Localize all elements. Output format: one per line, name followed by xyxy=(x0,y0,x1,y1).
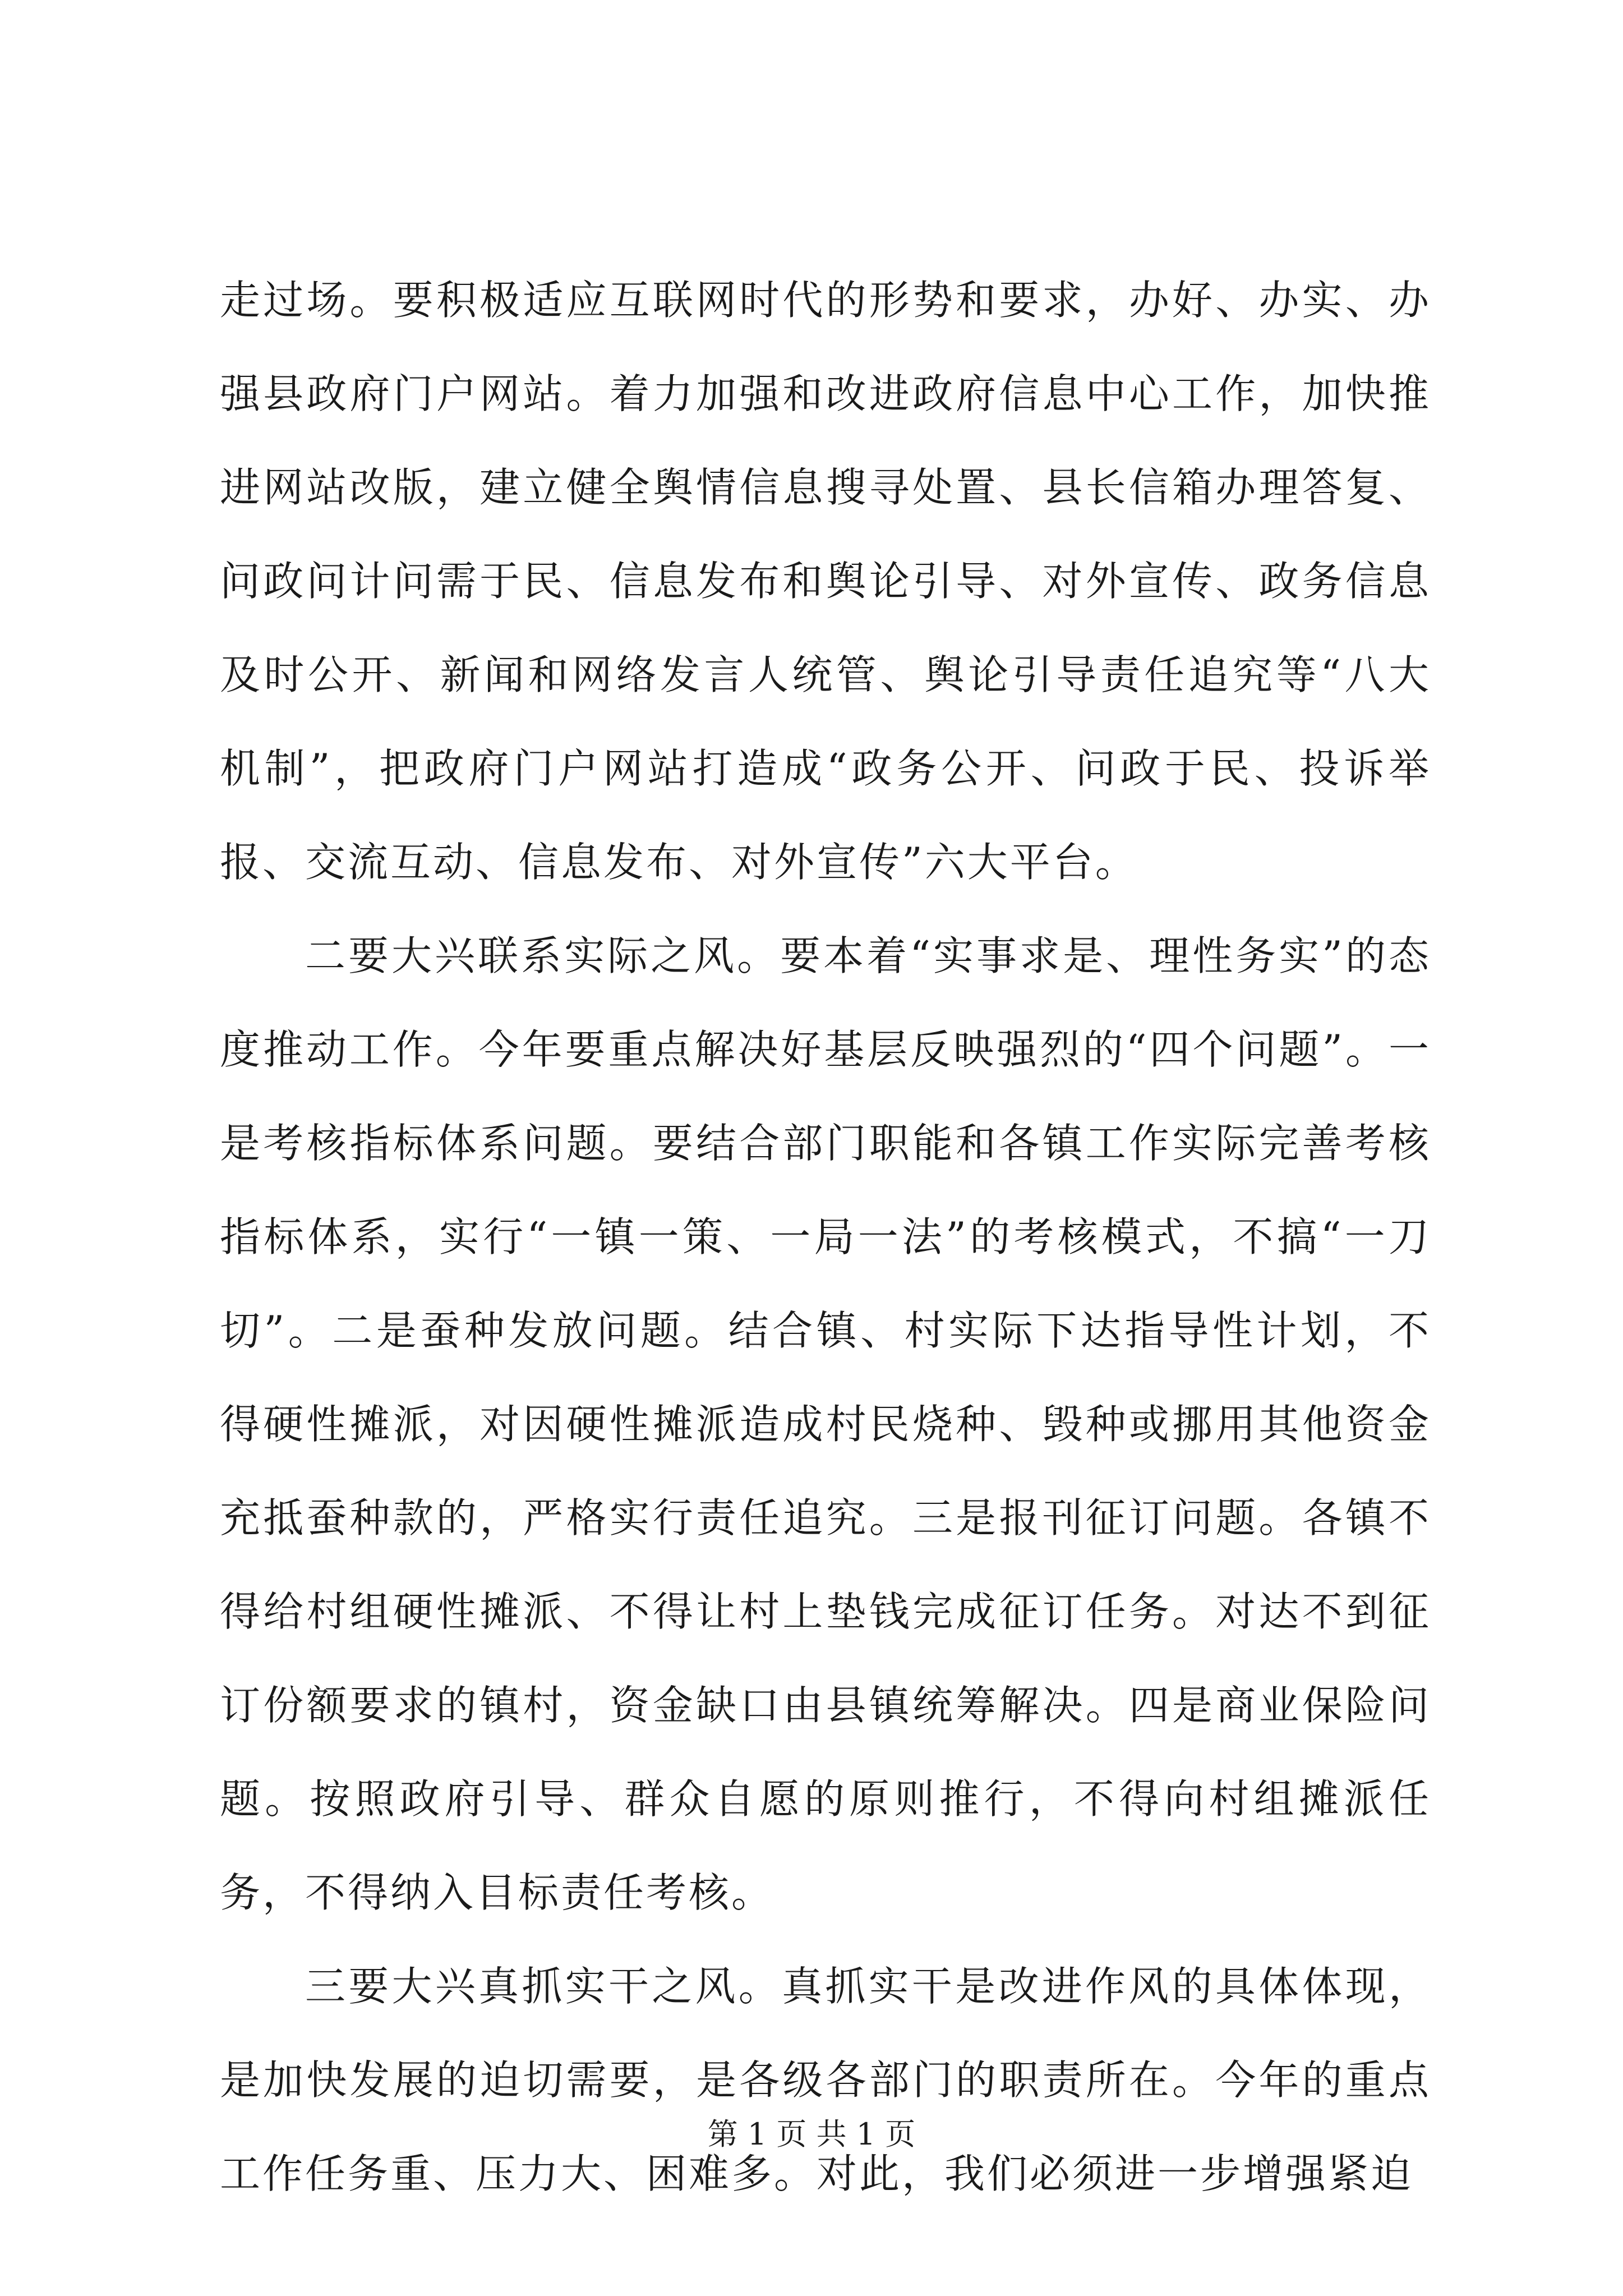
paragraph-continued: 走过场。要积极适应互联网时代的形势和要求，办好、办实、办强县政府门户网站。着力加强和改进政府信息中心工作，加快推进网站改版，建立健全舆情信息搜寻处置、县长信箱办理答复、问政问计问需于民、信息发布和舆论引导、对外宣传、政务信息及时公开、新闻和网络发言人统管、舆论引导责任追究等“八大机制”，把政府门户网站打造成“政务公开、问政于民、投诉举报、交流互动、信息发布、对外宣传”六大平台。 xyxy=(220,277,1431,886)
paragraph-practical-work: 三要大兴真抓实干之风。真抓实干是改进作风的具体体现，是加快发展的迫切需要，是各级各部门的职责所在。今年的重点工作任务重、压力大、困难多。对此，我们必须进一步增强紧迫 xyxy=(220,1963,1431,2197)
document-body xyxy=(220,254,1431,2221)
page-footer: 第 1 页 共 1 页 xyxy=(707,2116,916,2152)
paragraph-contact-reality: 二要大兴联系实际之风。要本着“实事求是、理性务实”的态度推动工作。今年要重点解决好基层反映强烈的“四个问题”。一是考核指标体系问题。要结合部门职能和各镇工作实际完善考核指标体系，实行“一镇一策、一局一法”的考核模式，不搞“一刀切”。二是蚕种发放问题。结合镇、村实际下达指导性计划，不得硬性摊派，对因硬性摊派造成村民烧种、毁种或挪用其他资金充抵蚕种款的，严格实行责任追究。三是报刊征订问题。各镇不得给村组硬性摊派、不得让村上垫钱完成征订任务。对达不到征订份额要求的镇村，资金缺口由县镇统筹解决。四是商业保险问题。按照政府引导、群众自愿的原则推行，不得向村组摊派任务，不得纳入目标责任考核。 xyxy=(220,932,1431,1916)
